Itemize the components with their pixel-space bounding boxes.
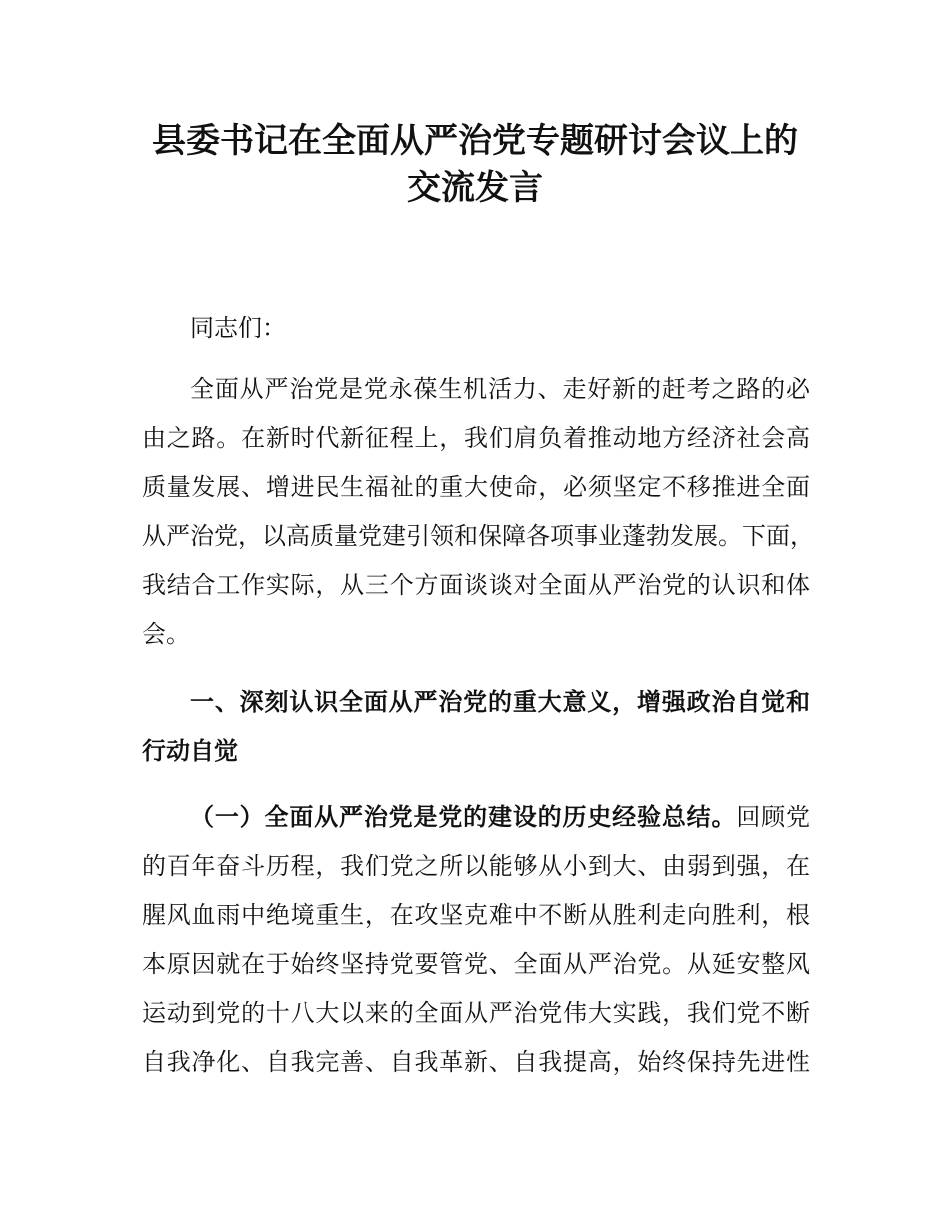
salutation: 同志们： xyxy=(190,314,286,342)
document-title-line-1: 县委书记在全面从严治党专题研讨会议上的 xyxy=(152,121,798,161)
subsection-first-tail: 回顾党 xyxy=(736,803,811,831)
subsection-line-4: 本原因就在于始终坚持党要管党、全面从严治党。从延安整风 xyxy=(142,950,810,978)
section-heading-line-1: 一、深刻认识全面从严治党的重大意义，增强政治自觉和 xyxy=(190,688,810,716)
section-heading-line-2: 行动自觉 xyxy=(142,737,238,765)
subsection-line-6: 自我净化、自我完善、自我革新、自我提高，始终保持先进性 xyxy=(142,1048,810,1076)
intro-line-2: 由之路。在新时代新征程上，我们肩负着推动地方经济社会高 xyxy=(142,424,810,452)
subsection-line-3: 腥风血雨中绝境重生，在攻坚克难中不断从胜利走向胜利，根 xyxy=(142,901,810,929)
intro-line-6: 会。 xyxy=(142,620,190,648)
subsection-line-5: 运动到党的十八大以来的全面从严治党伟大实践，我们党不断 xyxy=(142,999,810,1027)
intro-line-1: 全面从严治党是党永葆生机活力、走好新的赶考之路的必 xyxy=(190,375,810,403)
document-title-line-2: 交流发言 xyxy=(407,168,543,208)
subsection-first-line xyxy=(190,797,810,837)
subsection-bold-lead: （一）全面从严治党是党的建设的历史经验总结。 xyxy=(190,803,737,831)
subsection-line-2: 的百年奋斗历程，我们党之所以能够从小到大、由弱到强，在 xyxy=(142,852,810,880)
intro-line-5: 我结合工作实际，从三个方面谈谈对全面从严治党的认识和体 xyxy=(142,571,810,599)
intro-line-3: 质量发展、增进民生福祉的重大使命，必须坚定不移推进全面 xyxy=(142,473,810,501)
intro-line-4: 从严治党，以高质量党建引领和保障各项事业蓬勃发展。下面， xyxy=(142,522,814,550)
